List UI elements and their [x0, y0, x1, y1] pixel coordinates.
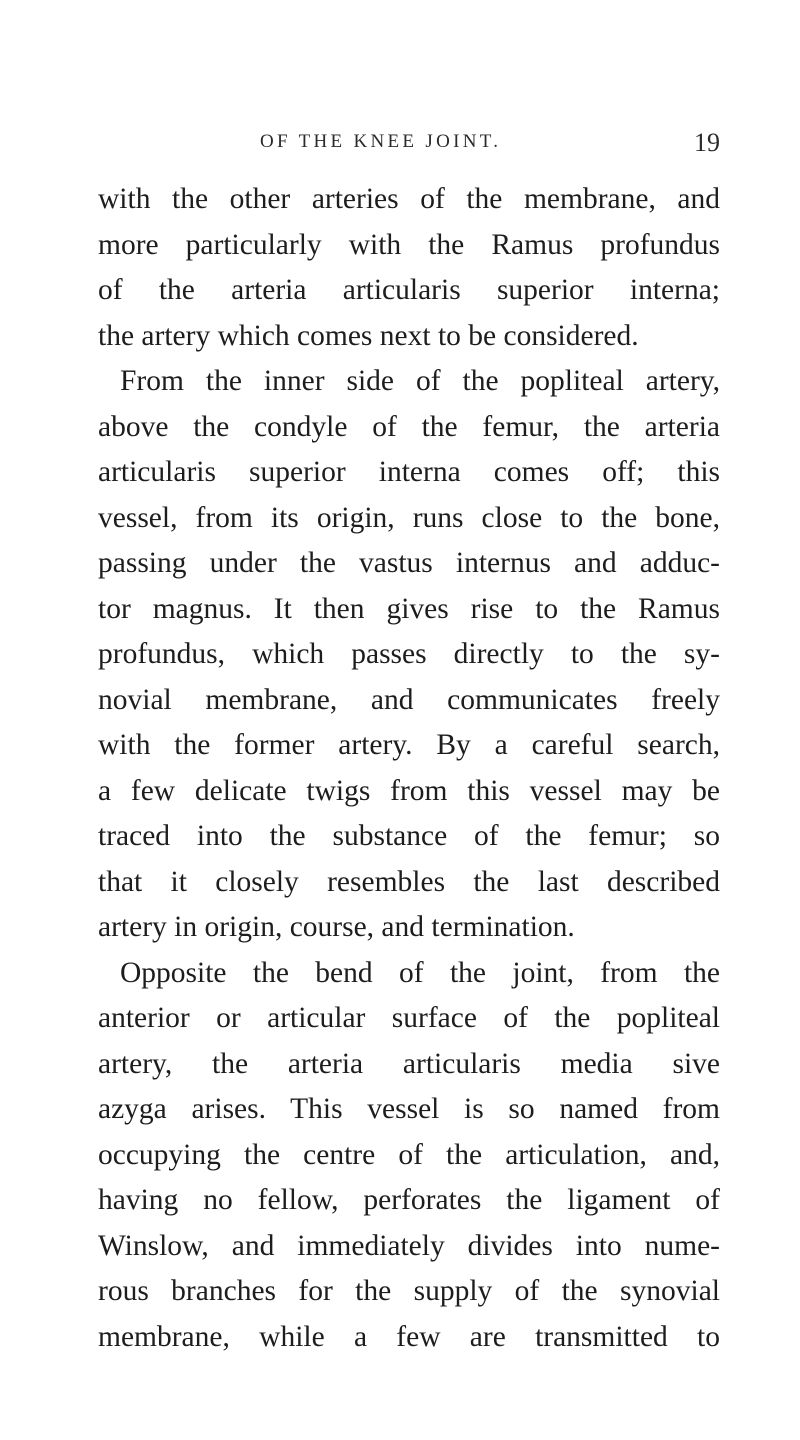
text-line: of the arteria articularis superior interna;: [98, 274, 720, 306]
text-line: azyga arises. This vessel is so named from: [98, 1093, 720, 1125]
text-line: anterior or articular surface of the popliteal: [98, 1002, 720, 1034]
text-line: vessel, from its origin, runs close to the bone,: [98, 501, 720, 534]
text-line: tor magnus. It then gives rise to the Ramus: [98, 592, 720, 625]
text-line: having no fellow, perforates the ligament of: [98, 1184, 720, 1216]
text-line: artery, the arteria articularis media sive: [98, 1047, 720, 1080]
text-line: profundus, which passes directly to the sy-: [98, 638, 720, 670]
text-line: membrane, while a few are transmitted to: [98, 1320, 720, 1353]
text-line: articularis superior interna comes off; this: [98, 456, 720, 488]
text-line: traced into the substance of the femur; so: [98, 820, 720, 852]
text-line: Winslow, and immediately divides into nume-: [98, 1229, 720, 1262]
text-line: occupying the centre of the articulation, and,: [98, 1138, 720, 1171]
text-line: rous branches for the supply of the synovial: [98, 1275, 720, 1307]
text-line: Opposite the bend of the joint, from the: [120, 956, 720, 989]
text-line: From the inner side of the popliteal artery,: [120, 365, 720, 397]
text-line: passing under the vastus internus and adduc-: [98, 547, 720, 579]
text-line: the artery which comes next to be considered.: [98, 319, 639, 352]
running-head: [260, 128, 720, 159]
body-text: [98, 177, 720, 1360]
text-line: novial membrane, and communicates freely: [98, 683, 720, 716]
text-line: artery in origin, course, and termination.: [98, 911, 575, 943]
text-line: above the condyle of the femur, the arteria: [98, 410, 720, 443]
text-line: more particularly with the Ramus profundus: [98, 228, 720, 261]
text-line: with the former artery. By a careful search,: [98, 729, 720, 761]
text-line: with the other arteries of the membrane, and: [98, 183, 720, 215]
running-title: OF THE KNEE JOINT.: [260, 131, 502, 152]
page-number: 19: [694, 128, 720, 157]
text-line: that it closely resembles the last described: [98, 865, 720, 898]
text-line: a few delicate twigs from this vessel may be: [98, 774, 720, 807]
